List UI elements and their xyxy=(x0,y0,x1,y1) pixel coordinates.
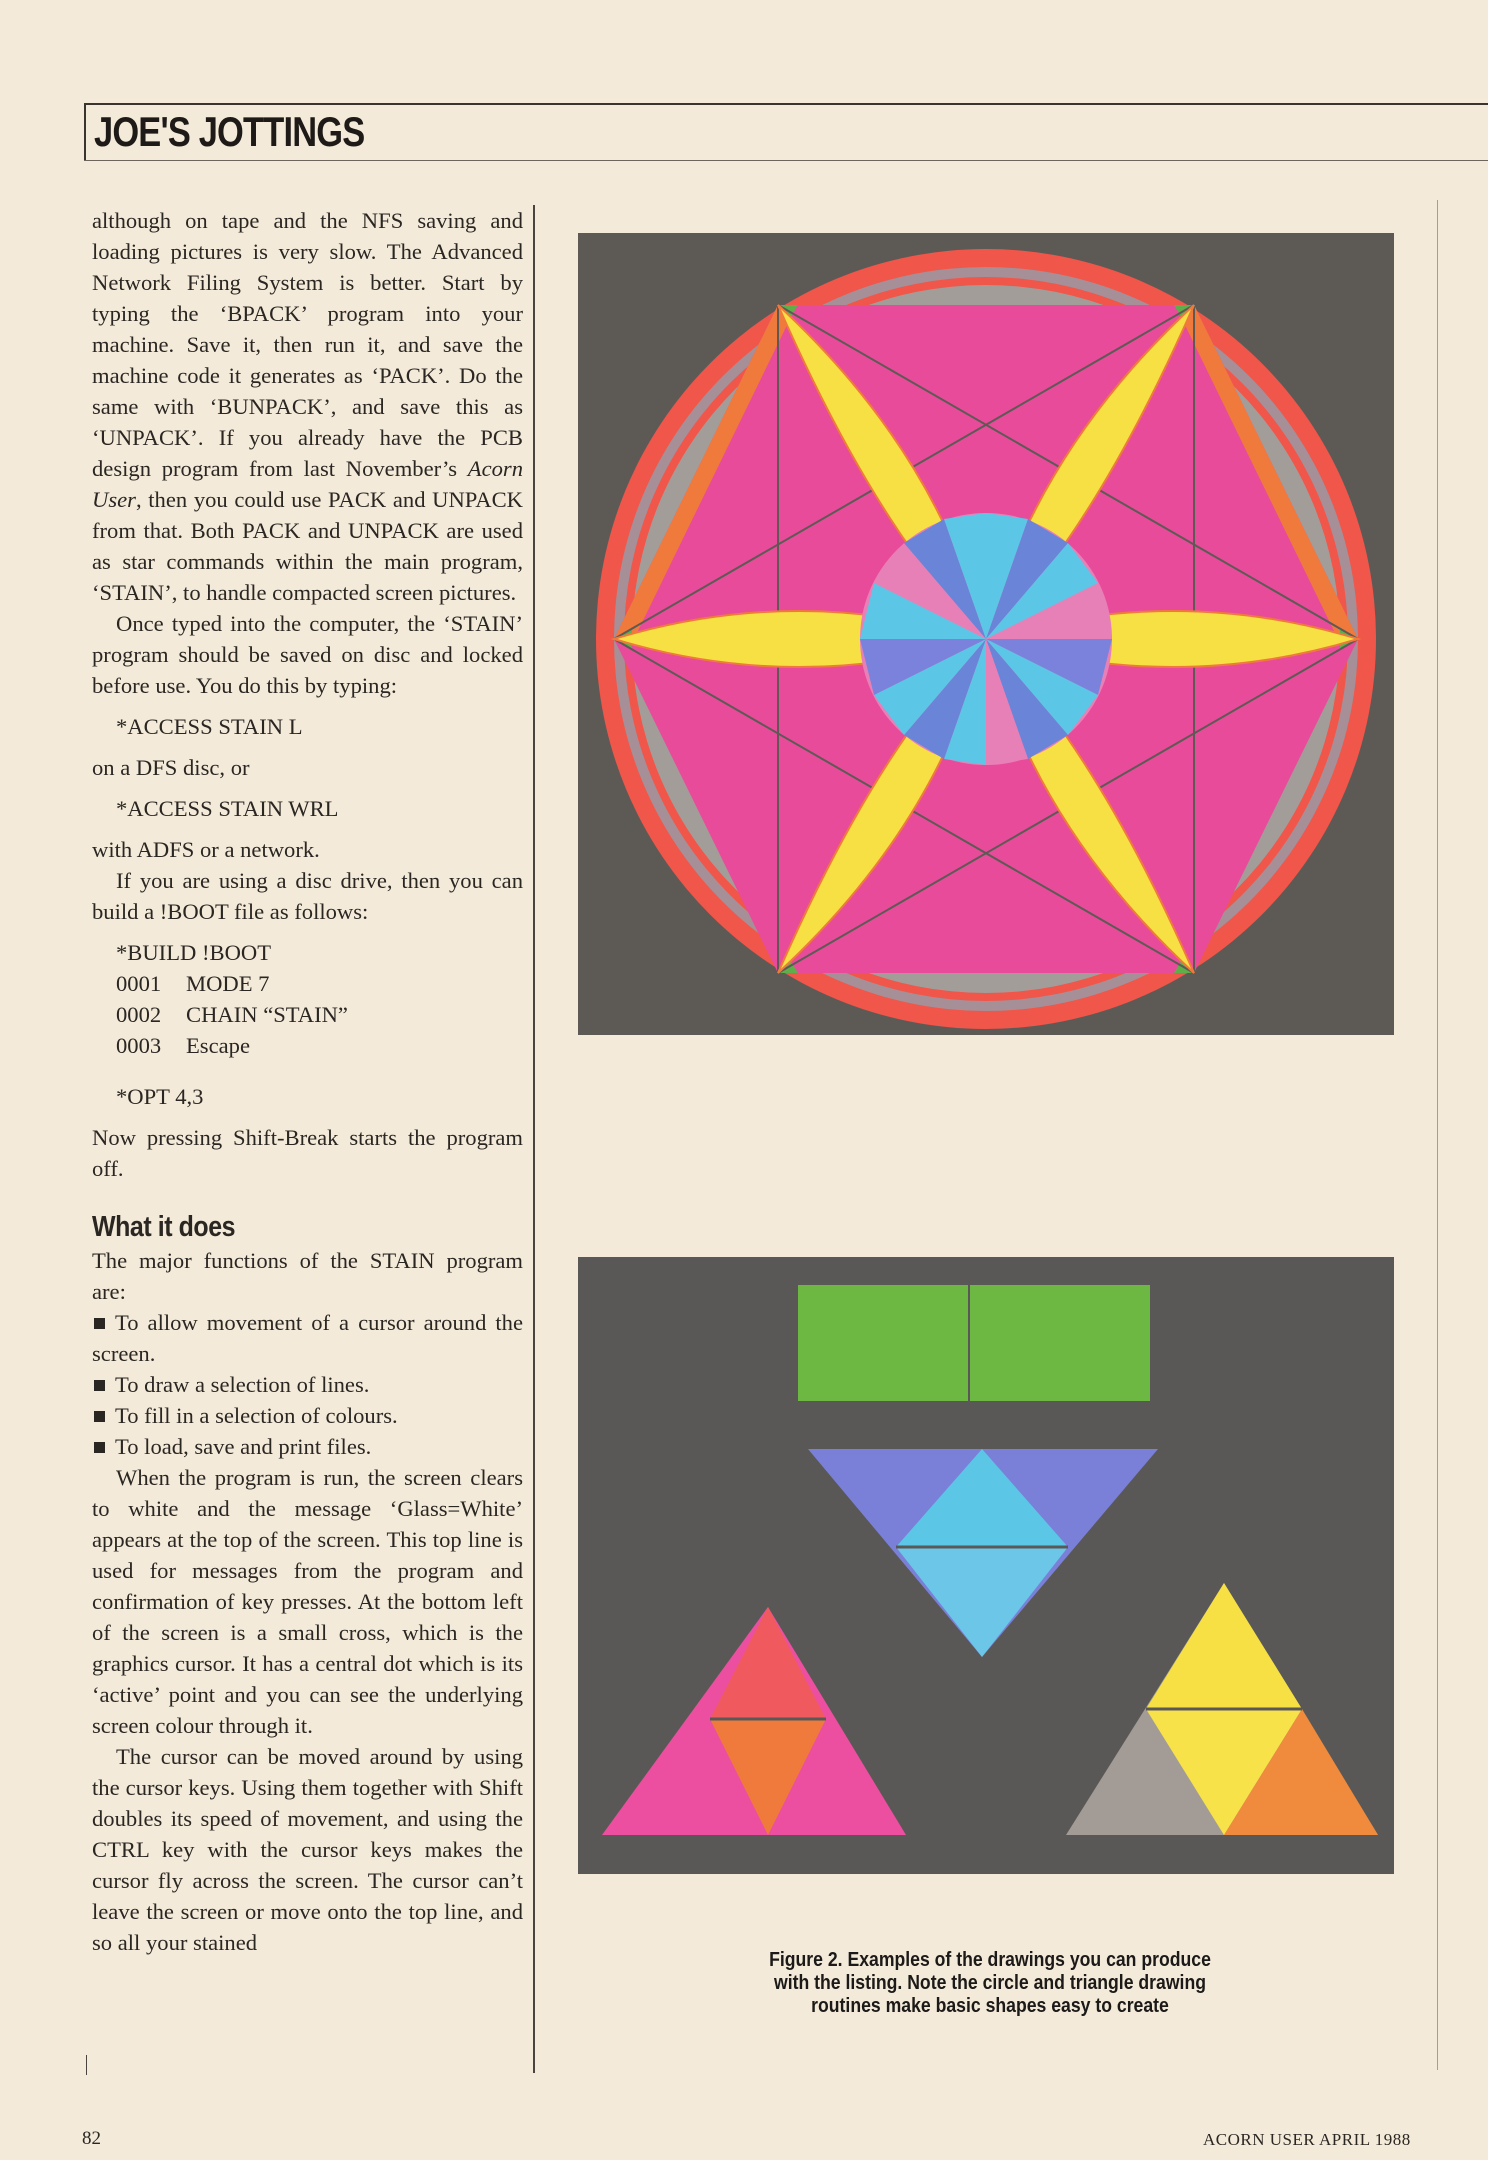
paragraph-5: If you are using a disc drive, then you can build a !BOOT file as follows: xyxy=(92,868,523,924)
paragraph-2: Once typed into the computer, the ‘STAIN’ program should be saved on disc and locked before use. You do this by typing: xyxy=(92,611,523,698)
subheading: What it does xyxy=(92,1211,236,1243)
list-item: To fill in a selection of colours. xyxy=(92,1400,523,1431)
listing-line: 0003 Escape xyxy=(116,1033,250,1058)
paragraph-4: with ADFS or a network. xyxy=(92,837,320,862)
command-access-l: *ACCESS STAIN L xyxy=(116,714,303,739)
magazine-name: Acorn User xyxy=(92,456,524,512)
article-column xyxy=(92,205,523,1958)
page-number: 82 xyxy=(82,2128,101,2149)
header-rule-bottom xyxy=(84,160,1488,161)
command-access-wrl: *ACCESS STAIN WRL xyxy=(116,796,339,821)
column-divider xyxy=(533,205,535,2073)
bullet-icon xyxy=(94,1318,105,1329)
paragraph-3: on a DFS disc, or xyxy=(92,755,250,780)
green-rectangle-right xyxy=(970,1285,1150,1401)
publication-footer: ACORN USER APRIL 1988 xyxy=(1203,2130,1411,2149)
listing-line: 0001 MODE 7 xyxy=(116,971,270,996)
header-rule-top xyxy=(84,103,1488,105)
build-listing xyxy=(116,937,523,1061)
figure-shapes-drawing xyxy=(578,1257,1394,1874)
figure-right-rule xyxy=(1437,200,1438,2070)
command-opt: *OPT 4,3 xyxy=(116,1084,204,1109)
paragraph-9: The cursor can be moved around by using the cursor keys. Using them together with Shift doubles its speed of movement, and using the CTRL key with the cursor keys makes the cursor fly across the screen. The cursor can’t leave the screen or move onto the top line, and so all your stained xyxy=(92,1744,523,1955)
function-list xyxy=(92,1307,523,1462)
green-rectangle-left xyxy=(798,1285,968,1401)
figure-star-drawing xyxy=(578,233,1394,1035)
shapes-drawing-svg xyxy=(578,1257,1394,1874)
column-left-rule xyxy=(86,2055,87,2075)
bullet-icon xyxy=(94,1442,105,1453)
listing-line: 0002 CHAIN “STAIN” xyxy=(116,1002,348,1027)
header-left-bar xyxy=(84,103,86,161)
star-drawing-svg xyxy=(578,233,1394,1035)
list-item: To load, save and print files. xyxy=(92,1431,523,1462)
paragraph-7: The major functions of the STAIN program are: xyxy=(92,1248,523,1304)
build-command: *BUILD !BOOT xyxy=(116,940,272,965)
paragraph-6: Now pressing Shift-Break starts the program off. xyxy=(92,1125,523,1181)
section-title: JOE'S JOTTINGS xyxy=(94,108,365,155)
paragraph-1: although on tape and the NFS saving and loading pictures is very slow. The Advanced Network Filing System is better. Start by typing the ‘BPACK’ program into your machine. Save it, then run it, and save the machine code it generates as ‘PACK’. Do the same with ‘BUNPACK’, and save this as ‘UNPACK’. If you already have the PCB design program from last November’s Acorn User, then you could use PACK and UNPACK from that. Both PACK and UNPACK are used as star commands within the main program, ‘STAIN’, to handle compacted screen pictures. xyxy=(92,208,524,605)
bullet-icon xyxy=(94,1411,105,1422)
bullet-icon xyxy=(94,1380,105,1391)
list-item: To draw a selection of lines. xyxy=(92,1369,523,1400)
paragraph-8: When the program is run, the screen clears to white and the message ‘Glass=White’ appears at the top of the screen. This top line is used for messages from the program and confirmation of key presses. At the bottom left of the screen is a small cross, which is the graphics cursor. It has a central dot which is its ‘active’ point and you can see the underlying screen colour through it. xyxy=(92,1465,523,1738)
figure-caption: Figure 2. Examples of the drawings you can produce with the listing. Note the circle and triangle drawing routines make basic shapes easy to create xyxy=(769,1948,1211,2017)
list-item: To allow movement of a cursor around the screen. xyxy=(92,1310,523,1366)
